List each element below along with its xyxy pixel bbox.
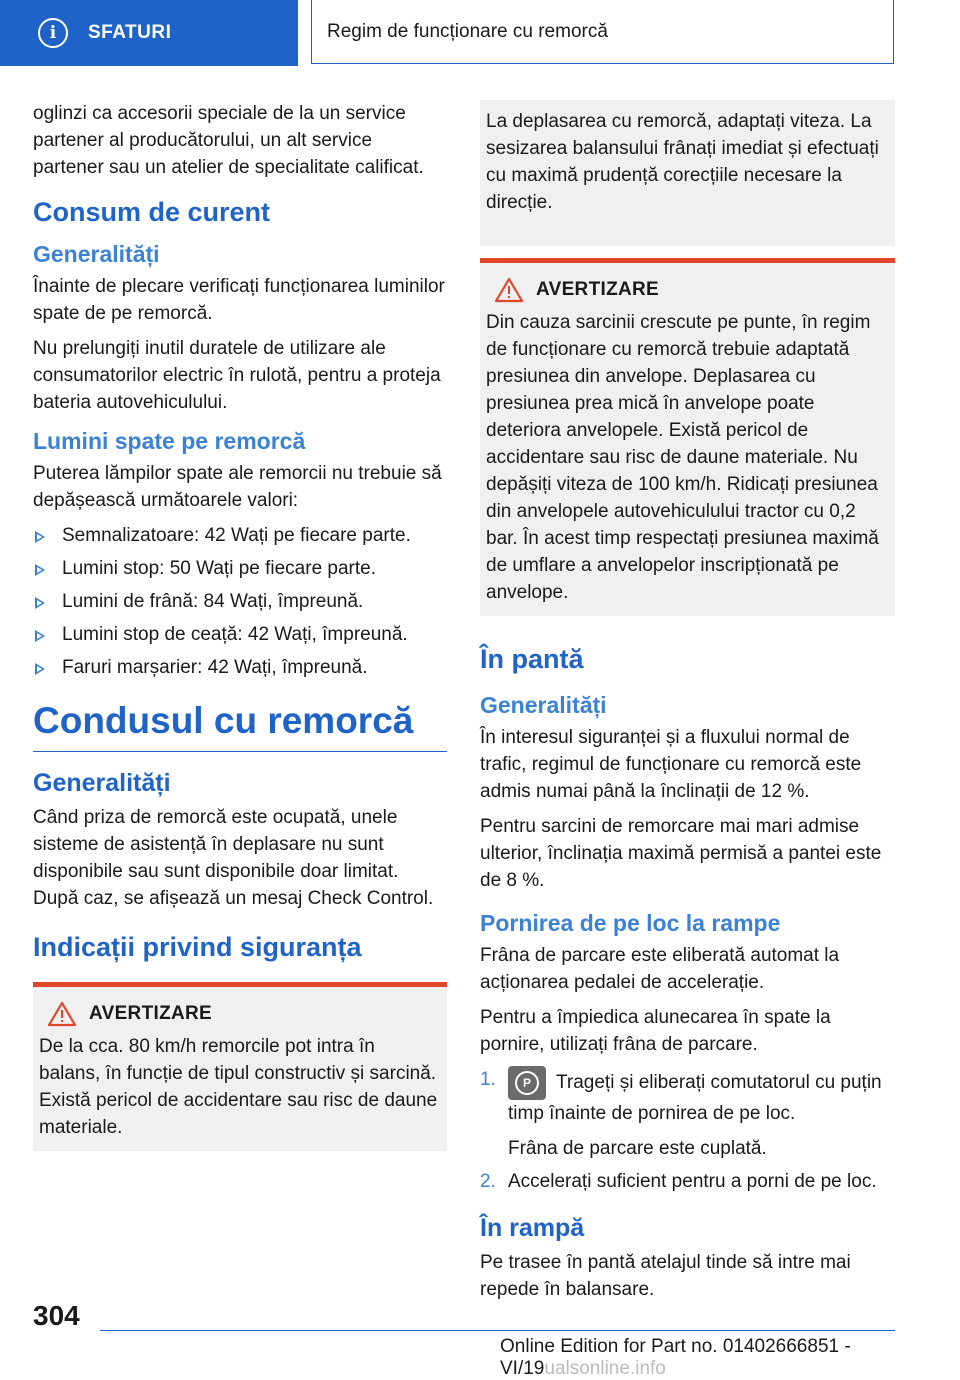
step-number: 2. [480,1171,496,1192]
warning-title: AVERTIZARE [536,279,659,300]
warning-triangle-icon [47,1001,77,1027]
paragraph-frana-eliberata: Frâna de parcare este eliberată automat la acționarea pedalei de accelerație. [480,945,840,993]
triangle-bullet-icon [35,663,45,675]
paragraph-impiedica-alunecarea: Pentru a împiedica alunecarea în spate la pornire, utilizați frâna de parcare. [480,1007,831,1055]
heading-consum-de-curent: Consum de curent [33,197,271,227]
right-column [480,100,895,1311]
step-text: Trageți și eliberați comutatorul cu puțin timp înainte de pornirea de pe loc. [508,1072,882,1124]
list-item: Semnalizatoare: 42 Wați pe fiecare parte. [33,522,447,549]
warning-box-balans [33,982,447,1151]
heading-condusul-cu-remorca: Condusul cu remorcă [33,699,447,752]
step-item [480,1168,895,1195]
warning-text: De la cca. 80 km/h remorcile pot intra în balans, în funcție de tipul constructiv și sarcină. Există pericol de accidentare sau risc de daune materiale. [39,1036,438,1138]
warning-title: AVERTIZARE [89,1003,212,1024]
page-number: 304 [33,1300,80,1331]
paragraph-sarcini-remorcare: Pentru sarcini de remorcare mai mari admise ulterior, înclinația maximă permisă a pantei este de 8 %. [480,816,882,891]
chapter-title-text: Regim de funcționare cu remorcă [327,20,608,42]
section-tab [0,0,298,66]
note-box-viteza [480,100,895,246]
info-icon: i [38,18,68,48]
list-item: Lumini stop: 50 Wați pe fiecare parte. [33,555,447,582]
heading-generalitati-2: Generalități [33,769,171,797]
list-item: Faruri marșarier: 42 Wați, împreună. [33,654,447,681]
step-item [480,1066,895,1162]
note-text: La deplasarea cu remorcă, adaptați viteza. La sesizarea balansului frânați imediat și efectuați cu maximă prudență corecțiile necesare la direcție. [486,111,879,213]
warning-box-anvelope [480,258,895,616]
left-column [33,100,447,1151]
step-text: Accelerați suficient pentru a porni de pe loc. [508,1171,877,1192]
paragraph-balansare: Pe trasee în pantă atelajul tinde să intre mai repede în balansare. [480,1252,851,1300]
triangle-bullet-icon [35,564,45,576]
paragraph-priza-remorca: Când priza de remorcă este ocupată, unele sisteme de asistență în deplasare nu sunt disponibile sau sunt disponibile doar limitat. După caz, se afișează un mesaj Check Control. [33,807,434,909]
watermark-text: ualsonline.info [544,1358,666,1379]
paragraph-inclinatii: În interesul siguranței și a fluxului normal de trafic, regimul de funcționare cu remorcă este admis numai până la înclinații de 12 %. [480,727,862,802]
paragraph-putere-lampi: Puterea lămpilor spate ale remorcii nu trebuie să depășească următoarele valori: [33,463,442,511]
warning-text: Din cauza sarcinii crescute pe punte, în regim de funcționare cu remorcă trebuie adaptată presiunea din anvelope. Deplasarea cu presiunea prea mică în anvelope poate deteriora anvelopele. Există pericol de accidentare sau risc de daune materiale. Nu depășiți viteza de 100 km/h. Ridicați presiunea din anvelopele autovehiculului tractor cu 0,2 bar. În acest timp respectați presiunea maximă de umflare a anvelopelor inscripționată pe anvelope. [486,312,879,603]
edition-text: Online Edition for Part no. 01402666851 - VI/19 [500,1336,851,1379]
step-note: Frâna de parcare este cuplată. [508,1138,767,1159]
footer-edition [500,1336,960,1380]
paragraph-verificare-lumini: Înainte de plecare verificați funcționarea luminilor spate de pe remorcă. [33,276,445,324]
heading-generalitati-3: Generalități [480,692,607,718]
lamp-power-list [33,522,447,681]
heading-indicatii-siguranta: Indicații privind siguranța [33,932,362,962]
heading-pornirea-rampe: Pornirea de pe loc la rampe [480,910,781,936]
triangle-bullet-icon [35,531,45,543]
chapter-title [311,0,894,64]
section-title: SFATURI [88,22,172,43]
step-number: 1. [480,1069,496,1090]
heading-in-panta: În pantă [480,644,584,674]
parking-brake-switch-icon: P [508,1066,546,1100]
heading-lumini-spate: Lumini spate pe remorcă [33,428,306,454]
list-item: Lumini de frână: 84 Wați, împreună. [33,588,447,615]
intro-paragraph: oglinzi ca accesorii speciale de la un service partener al producătorului, un alt service partener sau un atelier de specialitate calificat. [33,103,424,178]
warning-triangle-icon [494,277,524,303]
footer-divider [100,1330,895,1331]
paragraph-consumatori: Nu prelungiți inutil duratele de utilizare ale consumatorilor electric în rulotă, pentru a proteja bateria autovehiculului. [33,338,441,413]
heading-generalitati-1: Generalități [33,241,160,267]
heading-in-rampa: În rampă [480,1214,585,1242]
triangle-bullet-icon [35,630,45,642]
triangle-bullet-icon [35,597,45,609]
steps-list [480,1066,895,1195]
list-item: Lumini stop de ceață: 42 Wați, împreună. [33,621,447,648]
